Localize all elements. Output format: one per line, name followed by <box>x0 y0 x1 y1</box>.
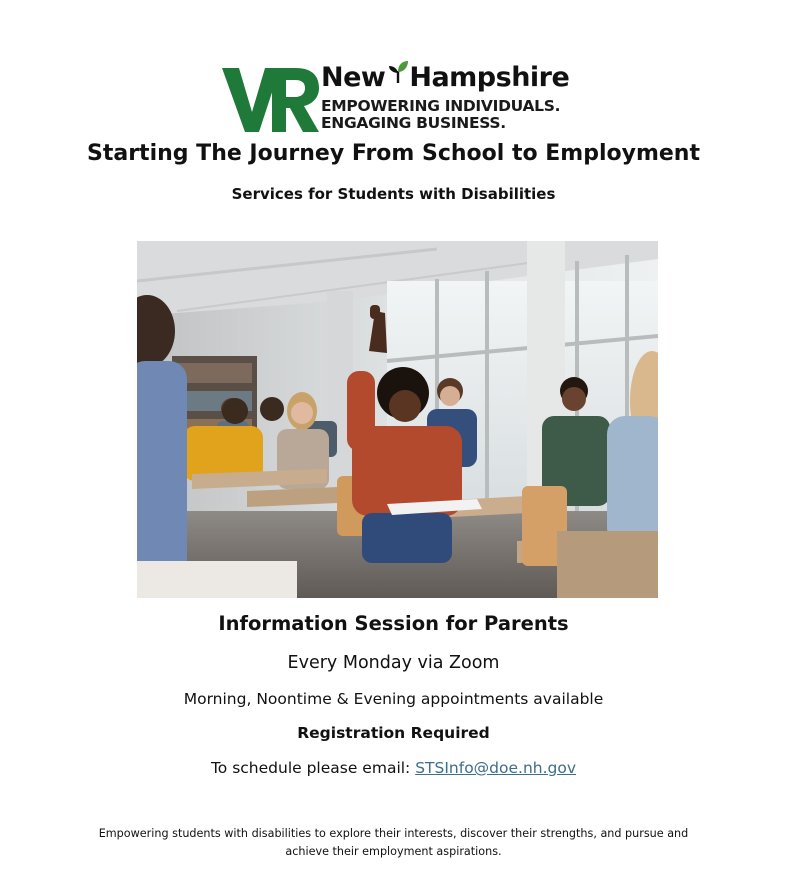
logo-name: New Hampshire <box>321 62 570 93</box>
tagline-line-2: ENGAGING BUSINESS. <box>321 114 506 132</box>
footer-text: Empowering students with disabilities to explore their interests, discover their strengths, and pursue and achieve their employment aspirations. <box>98 827 689 858</box>
contact-line <box>0 759 787 777</box>
contact-prefix: To schedule please email: <box>210 759 416 777</box>
vr-new-hampshire-logo <box>222 58 570 138</box>
tagline-line-1: EMPOWERING INDIVIDUALS. <box>321 97 561 115</box>
session-heading: Information Session for Parents <box>218 612 569 635</box>
leaf-icon <box>387 60 409 84</box>
page-title: Starting The Journey From School to Employment <box>87 141 700 166</box>
session-schedule: Every Monday via Zoom <box>287 653 500 673</box>
registration-notice: Registration Required <box>297 724 490 742</box>
classroom-photo <box>137 241 658 598</box>
logo-tagline <box>321 98 560 132</box>
contact-email-link[interactable]: STSInfo@doe.nh.gov <box>415 759 577 777</box>
vr-logo-mark <box>222 66 320 134</box>
session-availability: Morning, Noontime & Evening appointments available <box>183 690 604 708</box>
page-subtitle: Services for Students with Disabilities <box>231 185 556 203</box>
